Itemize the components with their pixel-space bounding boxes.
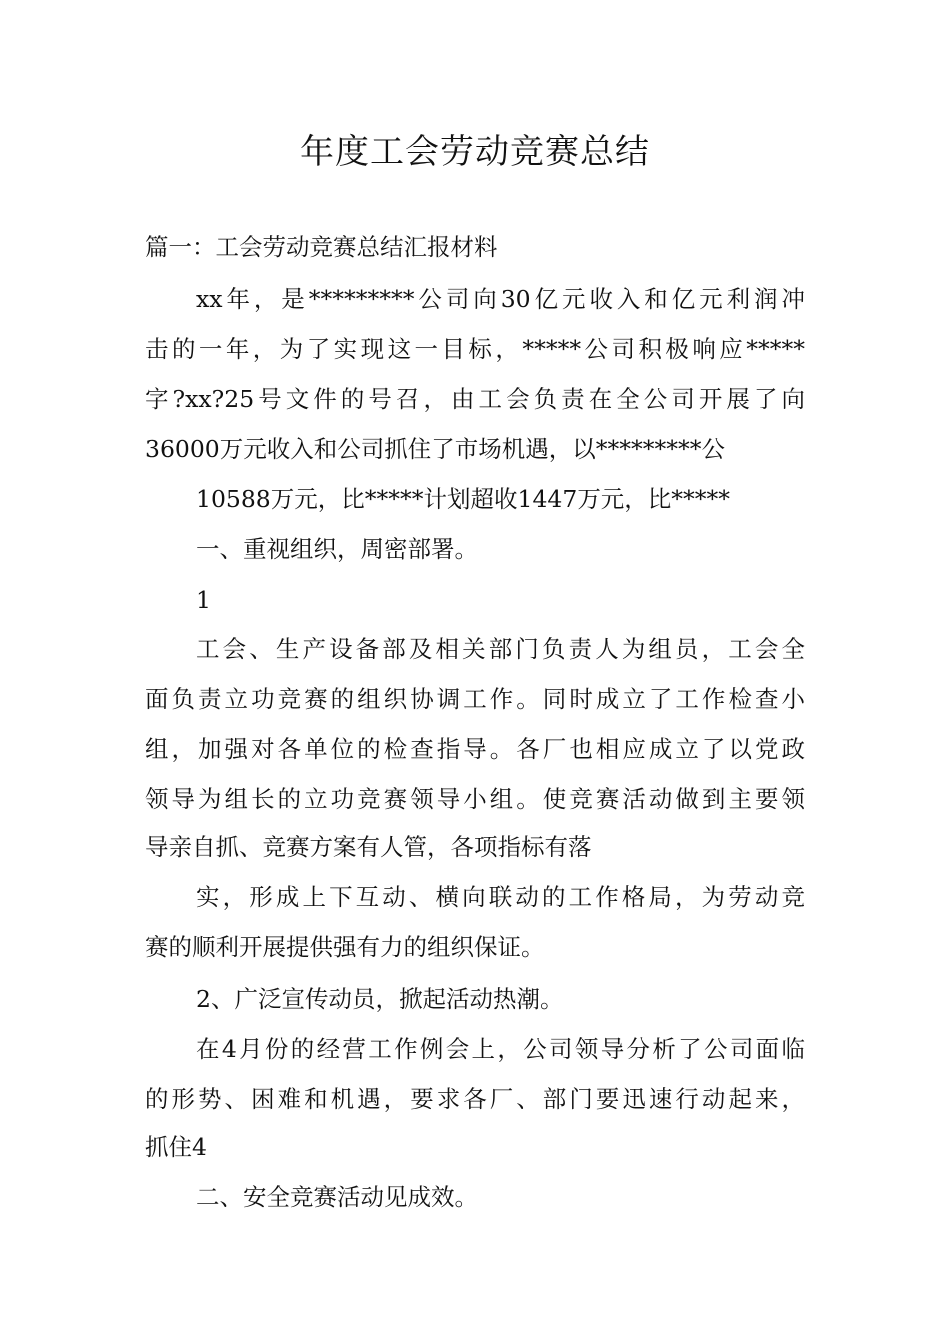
paragraph-line: 实，形成上下互动、横向联动的工作格局，为劳动竞 (196, 883, 805, 911)
paragraph-line: 字?xx?25号文件的号召，由工会负责在全公司开展了向 (145, 385, 805, 413)
subsection-heading: 一、重视组织，周密部署。 (196, 535, 478, 563)
paragraph-line: xx年，是*********公司向30亿元收入和亿元利润冲 (196, 285, 805, 313)
paragraph-line: 抓住4 (145, 1133, 207, 1161)
paragraph-line: 组，加强对各单位的检查指导。各厂也相应成立了以党政 (145, 735, 805, 763)
subsection-heading: 二、安全竞赛活动见成效。 (196, 1183, 478, 1211)
paragraph-line: 赛的顺利开展提供强有力的组织保证。 (145, 933, 545, 961)
paragraph-line: 面负责立功竞赛的组织协调工作。同时成立了工作检查小 (145, 685, 805, 713)
subsection-heading: 2、广泛宣传动员，掀起活动热潮。 (196, 985, 564, 1013)
paragraph-line: 导亲自抓、竞赛方案有人管，各项指标有落 (145, 833, 592, 861)
paragraph-line: 1 (196, 586, 211, 614)
paragraph-line: 工会、生产设备部及相关部门负责人为组员，工会全 (196, 635, 805, 663)
paragraph-line: 的形势、困难和机遇，要求各厂、部门要迅速行动起来， (145, 1085, 805, 1113)
paragraph-line: 36000万元收入和公司抓住了市场机遇，以*********公 (145, 435, 726, 463)
paragraph-line: 领导为组长的立功竞赛领导小组。使竞赛活动做到主要领 (145, 785, 805, 813)
document-title: 年度工会劳动竞赛总结 (300, 132, 650, 172)
paragraph-line: 10588万元，比*****计划超收1447万元，比***** (196, 485, 731, 513)
paragraph-line: 在4月份的经营工作例会上，公司领导分析了公司面临 (196, 1035, 805, 1063)
paragraph-line: 击的一年，为了实现这一目标，*****公司积极响应***** (145, 335, 805, 363)
section-heading: 篇一：工会劳动竞赛总结汇报材料 (145, 233, 498, 261)
